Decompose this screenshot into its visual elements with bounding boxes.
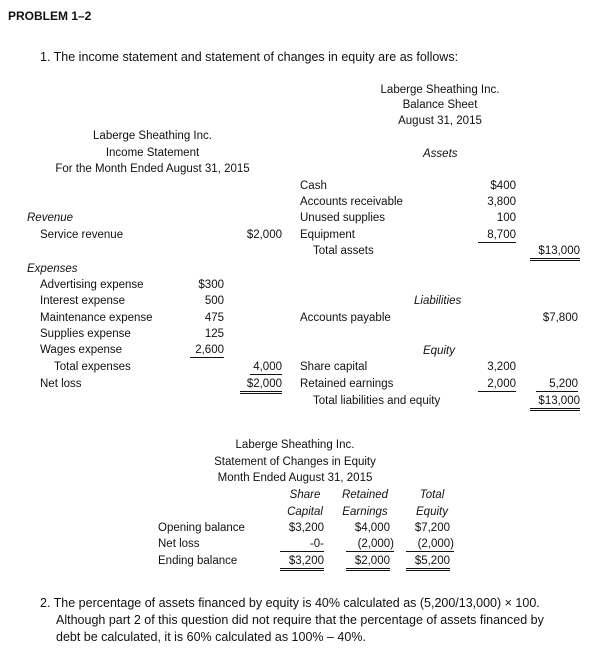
problem-title: PROBLEM 1–2 [8, 9, 92, 23]
sce-cell: $3,200 [288, 522, 324, 534]
total-expenses-label: Total expenses [54, 361, 131, 373]
service-revenue-value: $2,000 [246, 229, 282, 241]
total-assets-value: $13,000 [530, 244, 580, 261]
asset-value: 8,700 [478, 228, 516, 243]
sce-period: Month Ended August 31, 2015 [217, 472, 373, 484]
asset-label: Equipment [300, 229, 355, 241]
part2-line: Although part 2 of this question did not require that the percentage of assets financed by [56, 613, 544, 627]
sce-cell: $7,200 [414, 522, 450, 534]
expense-value: $300 [198, 279, 224, 291]
share-capital-value: 3,200 [487, 361, 516, 373]
revenue-heading: Revenue [27, 212, 74, 224]
retained-earnings-value: 2,000 [478, 377, 516, 392]
sce-cell: (2,000) [346, 537, 394, 552]
part2-line: 2. The percentage of assets financed by equity is 40% calculated as (5,200/13,000) × 100. [40, 596, 540, 610]
expense-label: Wages expense [40, 344, 123, 356]
expense-value: 2,600 [190, 343, 224, 358]
sce-cell: $5,200 [406, 554, 450, 571]
expense-label: Maintenance expense [40, 312, 153, 324]
expenses-heading: Expenses [27, 263, 78, 275]
expense-value: 125 [204, 328, 224, 340]
asset-label: Cash [300, 180, 327, 192]
is-period: For the Month Ended August 31, 2015 [55, 163, 250, 175]
retained-earnings-label: Retained earnings [300, 378, 394, 390]
sce-row-label: Opening balance [158, 522, 245, 534]
sce-col-header: Retained [341, 489, 389, 501]
sce-company: Laberge Sheathing Inc. [235, 439, 355, 451]
accounts-payable-label: Accounts payable [300, 312, 391, 324]
sce-cell: -0- [280, 537, 324, 552]
sce-cell: $4,000 [354, 522, 390, 534]
total-expenses-value: 4,000 [250, 360, 282, 375]
asset-value: $400 [490, 180, 516, 192]
equity-total-value: 5,200 [536, 377, 578, 392]
asset-value: 3,800 [487, 196, 516, 208]
bs-company: Laberge Sheathing Inc. [380, 84, 500, 96]
expense-label: Supplies expense [40, 328, 131, 340]
sce-row-label: Net loss [158, 538, 200, 550]
liabilities-heading: Liabilities [414, 295, 462, 307]
accounts-payable-value: $7,800 [542, 312, 578, 324]
expense-label: Interest expense [40, 295, 126, 307]
sce-col-header: Share [289, 489, 321, 501]
bs-title: Balance Sheet [402, 99, 478, 111]
asset-label: Unused supplies [300, 212, 386, 224]
asset-value: 100 [496, 212, 516, 224]
total-assets-label: Total assets [313, 245, 374, 257]
expense-value: 500 [204, 295, 224, 307]
sce-col-header: Capital [287, 506, 323, 518]
share-capital-label: Share capital [300, 361, 368, 373]
sce-title: Statement of Changes in Equity [214, 456, 376, 468]
part2-line: debt be calculated, it is 60% calculated as 100% – 40%. [56, 630, 366, 644]
is-title: Income Statement [105, 147, 200, 159]
bs-date: August 31, 2015 [398, 115, 482, 127]
asset-label: Accounts receivable [300, 196, 403, 208]
total-liab-equity-label: Total liabilities and equity [313, 395, 441, 407]
expense-value: 475 [204, 312, 224, 324]
net-loss-label: Net loss [40, 378, 82, 390]
expense-label: Advertising expense [40, 279, 144, 291]
net-loss-value: $2,000 [240, 377, 282, 394]
sce-cell: $3,200 [280, 554, 324, 571]
sce-cell: $2,000 [346, 554, 390, 571]
part1-intro: 1. The income statement and statement of changes in equity are as follows: [40, 50, 459, 64]
assets-heading: Assets [423, 148, 458, 160]
equity-heading: Equity [423, 345, 455, 357]
sce-row-label: Ending balance [158, 555, 238, 567]
is-company: Laberge Sheathing Inc. [93, 130, 212, 142]
total-liab-equity-value: $13,000 [530, 394, 580, 411]
service-revenue-label: Service revenue [40, 229, 124, 241]
sce-col-header: Total [419, 489, 445, 501]
sce-cell: (2,000) [406, 537, 454, 552]
sce-col-header: Equity [416, 506, 448, 518]
sce-col-header: Earnings [342, 506, 388, 518]
